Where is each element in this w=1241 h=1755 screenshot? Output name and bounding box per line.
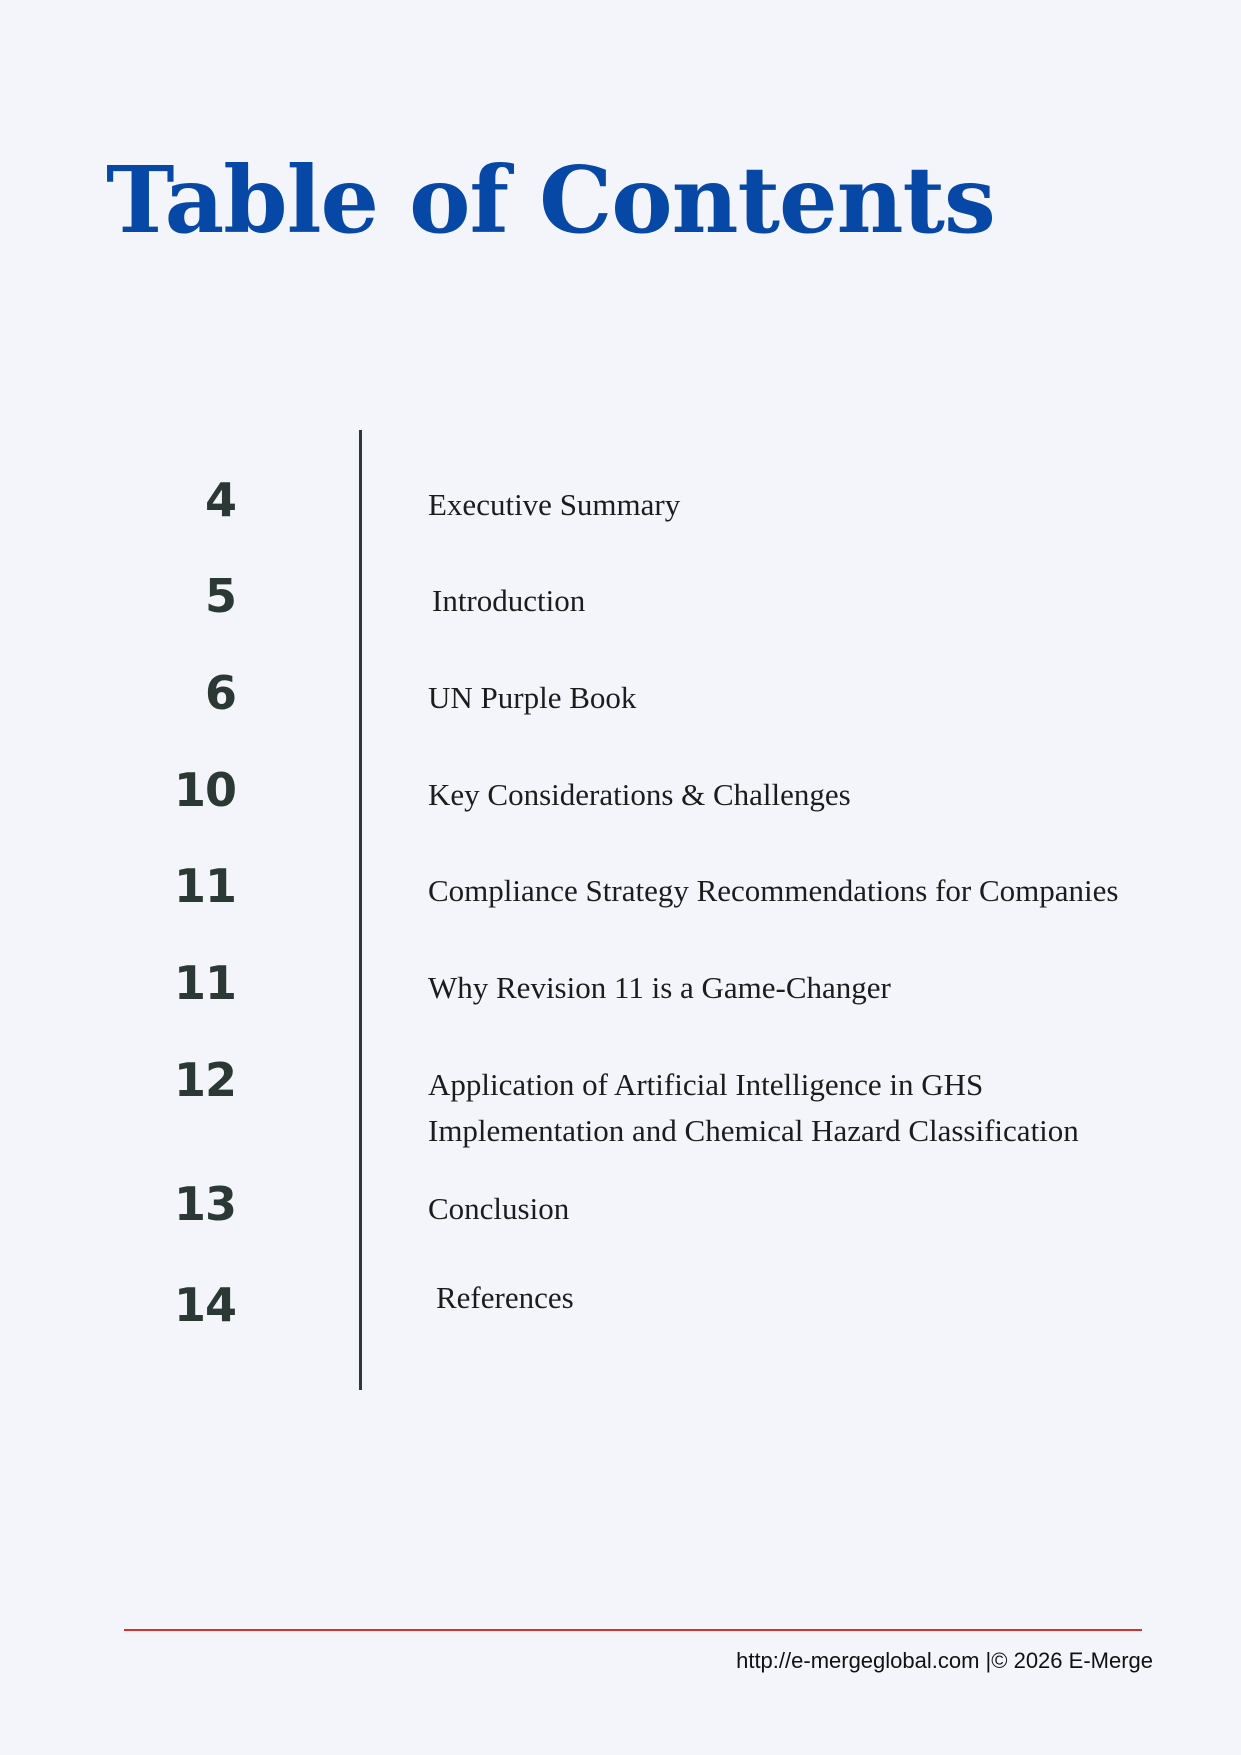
toc-page-number: 11	[173, 956, 236, 1010]
toc-page-number: 13	[173, 1177, 236, 1231]
footer-rule	[124, 1629, 1142, 1631]
toc-page-number: 12	[173, 1053, 236, 1107]
toc-entry-title: Key Considerations & Challenges	[428, 777, 851, 812]
toc-entry-title: References	[436, 1280, 574, 1315]
toc-entry-title-line2: Implementation and Chemical Hazard Classification	[428, 1113, 1079, 1148]
toc-divider	[359, 430, 362, 1390]
toc-page-number: 11	[173, 859, 236, 913]
toc-entry-title: Compliance Strategy Recommendations for Companies	[428, 873, 1119, 908]
toc-entry-title: Conclusion	[428, 1191, 570, 1226]
toc-entry-title: Introduction	[432, 583, 586, 618]
toc-entry-title: Why Revision 11 is a Game-Changer	[428, 970, 891, 1005]
toc-entry-title: Application of Artificial Intelligence in GHS	[428, 1067, 984, 1102]
toc-page-number: 6	[204, 666, 236, 720]
toc-entry-title: Executive Summary	[428, 487, 681, 522]
toc-page-number: 5	[204, 569, 236, 623]
toc-page-number: 14	[173, 1278, 236, 1332]
footer-text: http://e-mergeglobal.com |© 2026 E-Merge	[736, 1648, 1153, 1673]
toc-page-number: 10	[173, 763, 236, 817]
page-title: Table of Contents	[106, 146, 995, 254]
toc-entry-title: UN Purple Book	[428, 680, 637, 715]
toc-page-number: 4	[204, 473, 236, 527]
